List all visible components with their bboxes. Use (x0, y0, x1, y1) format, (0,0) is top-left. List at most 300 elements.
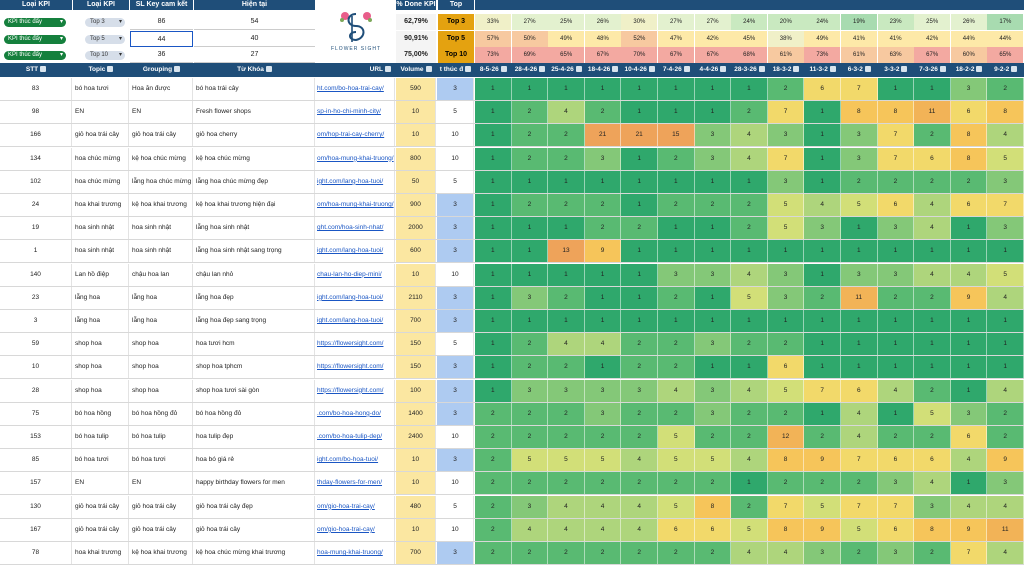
cell-rank: 1 (475, 240, 512, 262)
filter-icon[interactable] (107, 66, 113, 72)
cell-volume: 10 (396, 124, 436, 146)
cell-rank: 4 (878, 380, 915, 402)
kpi-pct-cell: 26% (951, 14, 987, 30)
cell-topic: hoa khai trương (73, 194, 129, 216)
cell-rank: 4 (914, 217, 951, 239)
cell-rank: 6 (878, 519, 915, 541)
cell-topic: giỏ hoa trái cây (73, 124, 129, 146)
cell-rank: 2 (731, 194, 768, 216)
cell-rank: 1 (475, 264, 512, 286)
cell-url-link[interactable]: om/gio-hoa-trai-cay/ (316, 519, 395, 541)
cell-rank: 1 (475, 194, 512, 216)
cell-rank: 2 (548, 287, 585, 309)
cell-url-link[interactable]: om/hop-trai-cay-cherry/ (316, 124, 395, 146)
filter-icon[interactable] (426, 66, 432, 72)
cell-rank: 1 (951, 240, 988, 262)
table-row[interactable] (0, 380, 1024, 403)
cell-rank: 2 (512, 124, 549, 146)
cell-rank: 5 (658, 496, 695, 518)
cell-rank: 3 (585, 380, 622, 402)
col-stt[interactable]: STT (0, 63, 72, 77)
col-date[interactable]: 18-2-2 (951, 63, 988, 77)
cell-grouping: giỏ hoa trái cây (130, 124, 193, 146)
col-date[interactable]: 18-4-26 (585, 63, 622, 77)
cell-rank: 9 (804, 519, 841, 541)
cell-rank: 15 (658, 124, 695, 146)
col-date[interactable]: 8-5-26 (475, 63, 512, 77)
col-date[interactable]: 6-3-2 (841, 63, 878, 77)
cell-rank: 3 (695, 403, 732, 425)
cell-rank: 2 (914, 542, 951, 564)
kpi-pct-cell: 41% (878, 31, 914, 47)
cell-rank: 1 (585, 356, 622, 378)
cell-topic: bó hoa tươi (73, 78, 129, 100)
cell-rank: 1 (804, 356, 841, 378)
table-row[interactable] (0, 519, 1024, 542)
cell-rank: 1 (804, 171, 841, 193)
cell-rank: 6 (658, 519, 695, 541)
table-row[interactable] (0, 171, 1024, 194)
cell-rank: 2 (731, 101, 768, 123)
cell-rank: 5 (768, 217, 805, 239)
col-url[interactable]: URL (316, 63, 395, 77)
top-label: Top 5 (438, 31, 474, 47)
cell-stt: 59 (0, 333, 72, 355)
cell-volume: 700 (396, 542, 436, 564)
cell-rank: 2 (585, 194, 622, 216)
cell-rank: 6 (914, 148, 951, 170)
filter-icon[interactable] (940, 66, 946, 72)
cell-url-link[interactable]: ight.com/lang-hoa-tuoi/ (316, 171, 395, 193)
cell-rank: 4 (987, 124, 1024, 146)
cell-url-link[interactable]: ight.com/lang-hoa-tuoi/ (316, 240, 395, 262)
col-date[interactable]: 7-4-26 (658, 63, 695, 77)
cell-topic: bó hoa tươi (73, 449, 129, 471)
cell-rank: 21 (585, 124, 622, 146)
cell-rank: 2 (548, 148, 585, 170)
table-row[interactable] (0, 240, 1024, 263)
table-row[interactable] (0, 356, 1024, 379)
filter-icon[interactable] (385, 66, 391, 72)
cell-rank: 6 (878, 194, 915, 216)
cell-rank: 2 (512, 403, 549, 425)
filter-icon[interactable] (174, 66, 180, 72)
cell-keyword: happy birthday flowers for men (194, 472, 315, 494)
col-volume[interactable]: Volume (396, 63, 436, 77)
table-row[interactable] (0, 264, 1024, 287)
cell-volume: 10 (396, 519, 436, 541)
cell-url-link[interactable]: om/hoa-mung-khai-truong/ (316, 148, 395, 170)
cell-url-link[interactable]: ight.com/bo-hoa-tuoi/ (316, 449, 395, 471)
cell-rank: 5 (695, 449, 732, 471)
kpi-pct-cell: 68% (731, 47, 767, 63)
cell-rank: 3 (695, 148, 732, 170)
filter-icon[interactable] (1011, 66, 1017, 72)
cell-rank: 2 (658, 403, 695, 425)
kpi-pct-cell: 42% (914, 31, 950, 47)
cell-rank: 1 (585, 310, 622, 332)
filter-icon[interactable] (539, 66, 545, 72)
cell-rank: 1 (804, 264, 841, 286)
cell-rank: 1 (914, 333, 951, 355)
kpi-pct-cell: 27% (512, 14, 548, 30)
cell-rank: 2 (768, 333, 805, 355)
cell-rank: 13 (548, 240, 585, 262)
cell-rank: 1 (695, 78, 732, 100)
col-date[interactable]: 11-3-2 (804, 63, 841, 77)
cell-url-link[interactable]: .com/bo-hoa-hong-do/ (316, 403, 395, 425)
col-date[interactable]: 25-4-26 (548, 63, 585, 77)
cell-rank: 1 (731, 472, 768, 494)
cell-rank: 2 (512, 333, 549, 355)
cell-rank: 1 (548, 217, 585, 239)
cell-rank: 1 (987, 310, 1024, 332)
kpi-pct-cell: 65% (548, 47, 584, 63)
sl-key-value[interactable]: 44 (130, 31, 193, 47)
cell-rank: 2 (731, 496, 768, 518)
table-row[interactable] (0, 78, 1024, 101)
cell-kpi-target: 10 (437, 426, 474, 448)
table-row[interactable] (0, 426, 1024, 449)
cell-stt: 10 (0, 356, 72, 378)
cell-volume: 150 (396, 356, 436, 378)
cell-kpi-target: 3 (437, 287, 474, 309)
cell-rank: 1 (695, 171, 732, 193)
cell-keyword: shop hoa tphcm (194, 356, 315, 378)
col-thuc-day[interactable]: t thúc đ (437, 63, 474, 77)
cell-keyword: kệ hoa khai trương hiện đại (194, 194, 315, 216)
cell-rank: 12 (768, 426, 805, 448)
kpi-pct-cell: 73% (804, 47, 840, 63)
cell-grouping: kệ hoa khai trương (130, 542, 193, 564)
table-row[interactable] (0, 124, 1024, 147)
cell-rank: 1 (512, 240, 549, 262)
table-row[interactable] (0, 449, 1024, 472)
cell-rank: 3 (695, 333, 732, 355)
cell-rank: 1 (914, 78, 951, 100)
filter-icon[interactable] (901, 66, 907, 72)
table-row[interactable] (0, 333, 1024, 356)
table-row[interactable] (0, 472, 1024, 495)
filter-icon[interactable] (40, 66, 46, 72)
cell-rank: 1 (731, 356, 768, 378)
kpi-row (0, 47, 475, 63)
cell-rank: 2 (585, 101, 622, 123)
cell-rank: 3 (878, 542, 915, 564)
cell-rank: 4 (548, 333, 585, 355)
header-pct-done: % Done KPI (396, 1, 436, 8)
filter-icon[interactable] (465, 66, 471, 72)
cell-rank: 2 (768, 472, 805, 494)
cell-url-link[interactable]: .com/bo-hoa-tulip-dep/ (316, 426, 395, 448)
table-row[interactable] (0, 101, 1024, 124)
table-row[interactable] (0, 287, 1024, 310)
cell-rank: 3 (878, 472, 915, 494)
cell-url-link[interactable]: hoa-mung-khai-truong/ (316, 542, 395, 564)
cell-volume: 10 (396, 264, 436, 286)
cell-rank: 8 (878, 101, 915, 123)
table-row[interactable] (0, 310, 1024, 333)
cell-rank: 8 (695, 496, 732, 518)
cell-rank: 2 (548, 426, 585, 448)
cell-rank: 2 (475, 496, 512, 518)
kpi-pct-cell: 47% (658, 31, 694, 47)
kpi-pct-cell: 42% (695, 31, 731, 47)
kpi-pct-cell: 20% (768, 14, 804, 30)
kpi-pct-cell: 63% (878, 47, 914, 63)
col-tu-khoa[interactable]: Từ Khóa (194, 63, 315, 77)
table-row[interactable] (0, 542, 1024, 565)
cell-rank: 1 (695, 101, 732, 123)
filter-icon[interactable] (759, 66, 765, 72)
cell-rank: 6 (841, 380, 878, 402)
cell-rank: 8 (951, 148, 988, 170)
cell-keyword: hoa tươi hcm (194, 333, 315, 355)
cell-topic: lẵng hoa (73, 287, 129, 309)
cell-rank: 1 (658, 101, 695, 123)
cell-stt: 78 (0, 542, 72, 564)
top-select[interactable]: Top 5 ▾ (85, 35, 125, 44)
cell-stt: 166 (0, 124, 72, 146)
filter-icon[interactable] (576, 66, 582, 72)
cell-rank: 1 (731, 171, 768, 193)
cell-rank: 3 (621, 380, 658, 402)
cell-rank: 7 (878, 124, 915, 146)
kpi-pct-cell: 67% (585, 47, 621, 63)
table-row[interactable] (0, 403, 1024, 426)
cell-kpi-target: 5 (437, 171, 474, 193)
cell-url-link[interactable]: ight.com/lang-hoa-tuoi/ (316, 287, 395, 309)
col-date[interactable]: 9-2-2 (987, 63, 1024, 77)
cell-topic: hoa chúc mừng (73, 148, 129, 170)
filter-icon[interactable] (612, 66, 618, 72)
cell-rank: 7 (987, 194, 1024, 216)
table-row[interactable] (0, 194, 1024, 217)
cell-topic: bó hoa hồng (73, 403, 129, 425)
cell-rank: 1 (548, 310, 585, 332)
cell-stt: 167 (0, 519, 72, 541)
cell-rank: 7 (841, 449, 878, 471)
cell-rank: 4 (731, 148, 768, 170)
sl-key-value[interactable]: 36 (130, 47, 193, 63)
cell-rank: 1 (621, 310, 658, 332)
cell-rank: 2 (914, 171, 951, 193)
cell-rank: 6 (914, 449, 951, 471)
kpi-pct-cell: 49% (804, 31, 840, 47)
cell-rank: 4 (914, 194, 951, 216)
header-hien-tai: Hiện tại (194, 0, 315, 10)
cell-rank: 1 (475, 171, 512, 193)
cell-rank: 1 (621, 78, 658, 100)
col-date[interactable]: 4-4-26 (695, 63, 732, 77)
cell-rank: 1 (695, 356, 732, 378)
cell-rank: 2 (768, 78, 805, 100)
cell-rank: 1 (695, 217, 732, 239)
cell-url-link[interactable]: thday-flowers-for-men/ (316, 472, 395, 494)
col-date[interactable]: 28-4-26 (512, 63, 549, 77)
sl-key-value[interactable]: 86 (130, 14, 193, 30)
cell-rank: 4 (548, 496, 585, 518)
cell-url-link[interactable]: https://flowersight.com/ (316, 380, 395, 402)
cell-topic: hoa sinh nhật (73, 217, 129, 239)
kpi-pct-cell: 67% (914, 47, 950, 63)
cell-rank: 7 (841, 78, 878, 100)
cell-rank: 2 (914, 380, 951, 402)
cell-grouping: bó hoa hồng đỏ (130, 403, 193, 425)
col-date[interactable]: 3-3-2 (878, 63, 915, 77)
cell-rank: 3 (878, 217, 915, 239)
cell-rank: 2 (731, 333, 768, 355)
cell-rank: 1 (512, 78, 549, 100)
cell-rank: 2 (548, 194, 585, 216)
cell-volume: 800 (396, 148, 436, 170)
cell-rank: 1 (621, 148, 658, 170)
cell-rank: 1 (804, 333, 841, 355)
cell-rank: 1 (987, 356, 1024, 378)
cell-rank: 2 (475, 426, 512, 448)
cell-stt: 98 (0, 101, 72, 123)
cell-rank: 1 (878, 333, 915, 355)
filter-icon[interactable] (684, 66, 690, 72)
cell-rank: 2 (878, 287, 915, 309)
cell-rank: 3 (878, 264, 915, 286)
cell-rank: 3 (548, 380, 585, 402)
cell-keyword: kệ hoa chúc mừng (194, 148, 315, 170)
cell-rank: 5 (731, 287, 768, 309)
table-row[interactable] (0, 217, 1024, 240)
cell-rank: 1 (804, 403, 841, 425)
cell-rank: 5 (658, 426, 695, 448)
cell-rank: 2 (548, 356, 585, 378)
kpi-type-chip[interactable]: KPI thúc đẩy ▾ (4, 18, 66, 27)
table-row[interactable] (0, 496, 1024, 519)
col-date[interactable]: 28-3-26 (731, 63, 768, 77)
filter-icon[interactable] (720, 66, 726, 72)
cell-kpi-target: 3 (437, 403, 474, 425)
cell-rank: 2 (475, 403, 512, 425)
cell-stt: 28 (0, 380, 72, 402)
filter-icon[interactable] (266, 66, 272, 72)
filter-icon[interactable] (865, 66, 871, 72)
cell-kpi-target: 3 (437, 78, 474, 100)
col-date[interactable]: 18-3-2 (768, 63, 805, 77)
cell-rank: 1 (951, 380, 988, 402)
cell-rank: 1 (804, 240, 841, 262)
chevron-down-icon: ▾ (59, 52, 63, 58)
top-select[interactable]: Top 3 ▾ (85, 18, 125, 27)
cell-topic: bó hoa tulip (73, 426, 129, 448)
cell-rank: 4 (951, 449, 988, 471)
kpi-pct-cell: 48% (585, 31, 621, 47)
cell-volume: 100 (396, 380, 436, 402)
cell-kpi-target: 5 (437, 333, 474, 355)
cell-rank: 3 (841, 264, 878, 286)
cell-rank: 2 (512, 101, 549, 123)
cell-rank: 2 (512, 542, 549, 564)
cell-rank: 2 (804, 426, 841, 448)
cell-rank: 4 (731, 124, 768, 146)
cell-kpi-target: 10 (437, 148, 474, 170)
filter-icon[interactable] (976, 66, 982, 72)
filter-icon[interactable] (649, 66, 655, 72)
cell-volume: 10 (396, 101, 436, 123)
cell-url-link[interactable]: ht.com/bo-hoa-trai-cay/ (316, 78, 395, 100)
kpi-pct-cell: 33% (475, 14, 511, 30)
kpi-pct-cell: 57% (475, 31, 511, 47)
cell-rank: 6 (768, 356, 805, 378)
cell-keyword: chậu lan nhỏ (194, 264, 315, 286)
kpi-pct-cell: 67% (658, 47, 694, 63)
col-date[interactable]: 10-4-26 (621, 63, 658, 77)
cell-rank: 1 (475, 124, 512, 146)
cell-rank: 1 (914, 240, 951, 262)
cell-volume: 2110 (396, 287, 436, 309)
cell-url-link[interactable]: https://flowersight.com/ (316, 333, 395, 355)
cell-rank: 11 (841, 287, 878, 309)
col-grouping[interactable]: Grouping (130, 63, 193, 77)
cell-stt: 19 (0, 217, 72, 239)
cell-rank: 1 (475, 78, 512, 100)
cell-grouping: lẵng hoa (130, 310, 193, 332)
cell-rank: 2 (841, 171, 878, 193)
cell-rank: 1 (475, 380, 512, 402)
hien-tai-value: 27 (194, 47, 315, 63)
cell-keyword: shop hoa tươi sài gòn (194, 380, 315, 402)
cell-grouping: hoa sinh nhật (130, 217, 193, 239)
cell-rank: 4 (621, 496, 658, 518)
filter-icon[interactable] (793, 66, 799, 72)
col-topic[interactable]: Topic (73, 63, 129, 77)
cell-rank: 2 (731, 217, 768, 239)
top-select[interactable]: Top 10 ▾ (85, 51, 125, 60)
cell-url-link[interactable]: https://flowersight.com/ (316, 356, 395, 378)
cell-url-link[interactable]: om/hoa-mung-khai-truong/ (316, 194, 395, 216)
cell-rank: 2 (914, 124, 951, 146)
cell-rank: 1 (475, 217, 512, 239)
cell-kpi-target: 10 (437, 519, 474, 541)
cell-rank: 1 (804, 101, 841, 123)
cell-rank: 4 (841, 403, 878, 425)
cell-rank: 1 (951, 356, 988, 378)
cell-rank: 2 (987, 426, 1024, 448)
kpi-pct-cell: 69% (512, 47, 548, 63)
table-row[interactable] (0, 148, 1024, 171)
kpi-type-chip[interactable]: KPI thúc đẩy ▾ (4, 51, 66, 60)
cell-url-link[interactable]: chau-lan-ho-diep-mini/ (316, 264, 395, 286)
cell-rank: 3 (987, 217, 1024, 239)
kpi-row (0, 31, 475, 47)
kpi-type-chip[interactable]: KPI thúc đẩy ▾ (4, 35, 66, 44)
cell-url-link[interactable]: sp-in-ho-chi-minh-city/ (316, 101, 395, 123)
cell-rank: 5 (914, 403, 951, 425)
top-label: Top 3 (438, 14, 474, 30)
filter-icon[interactable] (501, 66, 507, 72)
cell-kpi-target: 10 (437, 264, 474, 286)
cell-url-link[interactable]: om/gio-hoa-trai-cay/ (316, 496, 395, 518)
kpi-pct-cell: 50% (512, 31, 548, 47)
cell-rank: 3 (768, 124, 805, 146)
cell-rank: 4 (951, 496, 988, 518)
cell-rank: 2 (621, 426, 658, 448)
cell-kpi-target: 3 (437, 217, 474, 239)
cell-url-link[interactable]: ight.com/lang-hoa-tuoi/ (316, 310, 395, 332)
cell-rank: 1 (841, 356, 878, 378)
filter-icon[interactable] (830, 66, 836, 72)
cell-rank: 1 (621, 264, 658, 286)
cell-rank: 1 (987, 333, 1024, 355)
col-date[interactable]: 7-3-26 (914, 63, 951, 77)
cell-url-link[interactable]: ght.com/hoa-sinh-nhat/ (316, 217, 395, 239)
